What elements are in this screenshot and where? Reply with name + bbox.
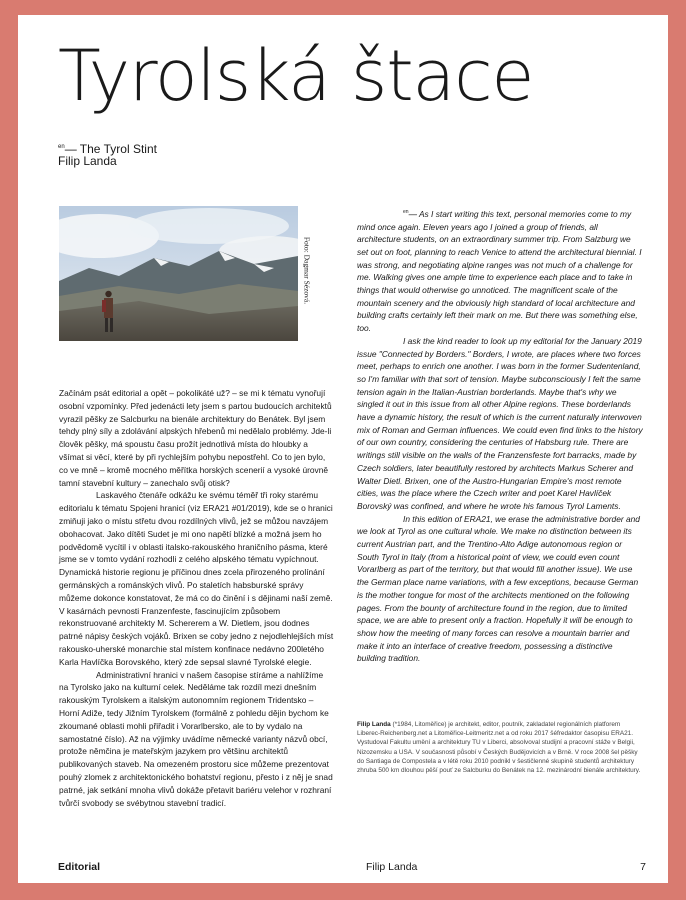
footer-section: Editorial bbox=[58, 861, 101, 873]
language-label: en bbox=[58, 144, 65, 150]
english-paragraph bbox=[357, 206, 643, 335]
footer-author: Filip Landa bbox=[366, 861, 418, 873]
english-column bbox=[357, 206, 643, 665]
page-title: Tyrolská štace bbox=[58, 35, 534, 117]
english-paragraph: In this edition of ERA21, we erase the administrative border and we look at Tyrol as one cultural whole. We make no distinction between its current Austrian part, and the Trentino-Alto Adige autonomous region or South Tyrol in Italy (from a historical point of view, we could even count Vorarlberg as part of the territory, but that would fill another issue). We use the German place name variations, with a few exceptions, because German is the mother tongue for most of the architects mentioned on the following pages. From the bounty of architecture found in the region, due to limited space, we are able to present only a fraction. Hopefully it will be enough to show how the meeting of many forces can resolve a mountain barrier and make it into an interface of creative freedom, possessing a distinctive building tradition. bbox=[357, 513, 640, 664]
bio-text: (*1984, Litoměřice) je architekt, editor, poutník, zakladatel regionálních platforem Liberec-Reichenberg.net a Litoměřice-Leitmeritz.net a od roku 2017 šéfredaktor časopisu ERA21. Vystudoval Fakultu umění a architektury TU v Liberci, absolvoval studijní a pracovní stáže v Belgii, Nizozemsku a USA. V současnosti působí v Českých Budějovicích a v Brně. V roce 2008 šel pěšky do Santiaga de Compostela a v létě roku 2010 podnikl v šestičlenné skupině studentů architektury zhruba 500 km dlouhou pěší pouť ze Salcburku do Benátek na 12. mezinárodní bienále architektury. bbox=[357, 721, 641, 775]
czech-paragraph: Laskavého čtenáře odkážu ke svému téměř tři roky starému editorialu k tématu Spojeni hranicí (viz ERA21 #01/2019), kde se o hranici zmiňuji jako o místu střetu dvou rozdílných vlivů, jež se můžou navzájem obohacovat. Jako dítěti Sudet je mi ono napětí blízké a možná jsem ho podvědomě vycítil i v oblasti italsko-rakouského hraničního pásma, které jsme se v tomto vydání rozhodli z celého alpského tématu vypíchnout. Dynamická historie regionu je příčinou dnes zcela přirozeného prolínání germánských a románských vlivů. Po staletích habsburské správy můžeme dokonce konstatovat, že má co do činění i s dějinami naší země. V kasárnách pevnosti Franzenfeste, fascinujícím způsobem rekonstruované architekty M. Schererem a W. Dietlem, jsou dodnes patrné nápisy českých vojáků. Brixen se coby jedno z nejodlehlejších míst rakousko-uherské monarchie stal místem konfinace nedávno 200letého Karla Havlíčka Borovského, který zde sepsal slavné Tyrolské elegie. bbox=[59, 490, 334, 667]
czech-paragraph: Začínám psát editorial a opět – pokolikáté už? – se mi k tématu vynořují osobní vzpomínky. Před jedenácti lety jsem s partou budoucích architektů vyrazil pěšky ze Salcburku na bienále architektury do Benátek. Byl jsem tehdy plný síly a zdolávání alpských hřebenů mi nedělalo problémy. Jde-li člověk pěšky, má spoustu času prožít jednotlivá místa do hloubky a všímat si věcí, které by při rychlejším pohybu nepostřehl. Co to jen bylo, co ve mně – kromě mocného měřítka horských scenerií a vysoké úrovně tamní stavební kultury – zanechalo svůj otisk? bbox=[59, 388, 332, 488]
czech-column bbox=[59, 387, 334, 809]
subtitle-text: — The Tyrol Stint bbox=[64, 142, 157, 156]
author-name: Filip Landa bbox=[58, 154, 117, 168]
english-paragraph: I ask the kind reader to look up my editorial for the January 2019 issue "Connected by Borders." Borders, I wrote, are places where two forces meet, perhaps to enrich one another. I was born in the former Sudentenland, so I'm familiar with that sort of tension. Maybe subconsciously I felt the same tension again in the Italian-Austrian borderlands. Maybe that's why we singled it out in this issue from all other Alpine regions. These borderlands have a dynamic history, the result of which is the current naturally interwoven mix of Roman and German influences. We could even find links to the history of our own country, considering the centuries of Habsburg rule. There are writings still visible on the walls of the Franzensfeste fort barracks, made by Czech soldiers, later beautifully restored by architects Markus Scherer and Walter Dietl. Brixen, one of the Austro-Hungarian Empire's most remote cities, was the place where the Czech writer and poet Karel Havlíček Borovský was confined, and where he wrote his famous Tyrol Laments. bbox=[357, 335, 643, 511]
mountain-photo bbox=[59, 206, 298, 341]
hiker-mountain-image bbox=[59, 206, 298, 341]
english-paragraph-text: — As I start writing this text, personal memories come to my mind once again. Eleven years ago I joined a group of friends, all architecture students, on an extraordinary summer trip. From Salzburg we set out on foot, planning to reach Venice to attend the architectural biennial. I was strong, and negotiating alpine ranges was not much of a challenge for me. Walking gives one ample time to experience each place and to take in things that would otherwise go unnoticed. The magnificent scale of the mountain scenery and the obviously high standard of local architecture and building crafts certainly left their mark on me. But there was something else, too. bbox=[357, 208, 642, 334]
bio-name: Filip Landa bbox=[357, 721, 391, 728]
magazine-page bbox=[18, 15, 668, 883]
photo-credit-text: Foto: Dagmar Sézová. bbox=[302, 236, 312, 305]
page-number: 7 bbox=[640, 861, 646, 873]
page-footer bbox=[58, 861, 648, 875]
czech-paragraph: Administrativní hranici v našem časopise stíráme a nahlížíme na Tyrolsko jako na kulturní celek. Neděláme tak rozdíl mezi dnešním rakouským Tyrolskem a italským autonomním regionem Tridentsko – Horní Adiže, tedy Jižním Tyrolskem (formálně z pohledu dějin bychom ke zkoumané oblasti mohli přiřadit i Vorarlbersko, ale to by vydalo na samostatné číslo). Až na výjimky uvádíme německé varianty názvů obcí, protože němčina je mateřským jazykem pro většinu architektů publikovaných staveb. Na omezeném prostoru sice můžeme prezentovat pouhý zlomek z architektonického bohatství regionu, přesto i z něj je snad patrné, jak setkání mnoha vlivů dokáže přetavit bariéru velehor v rozhraní tvůrčí svobody se svébytnou stavební tradicí. bbox=[59, 669, 333, 808]
language-label: en bbox=[403, 209, 409, 215]
author-bio bbox=[357, 720, 643, 775]
photo-credit bbox=[301, 210, 313, 335]
